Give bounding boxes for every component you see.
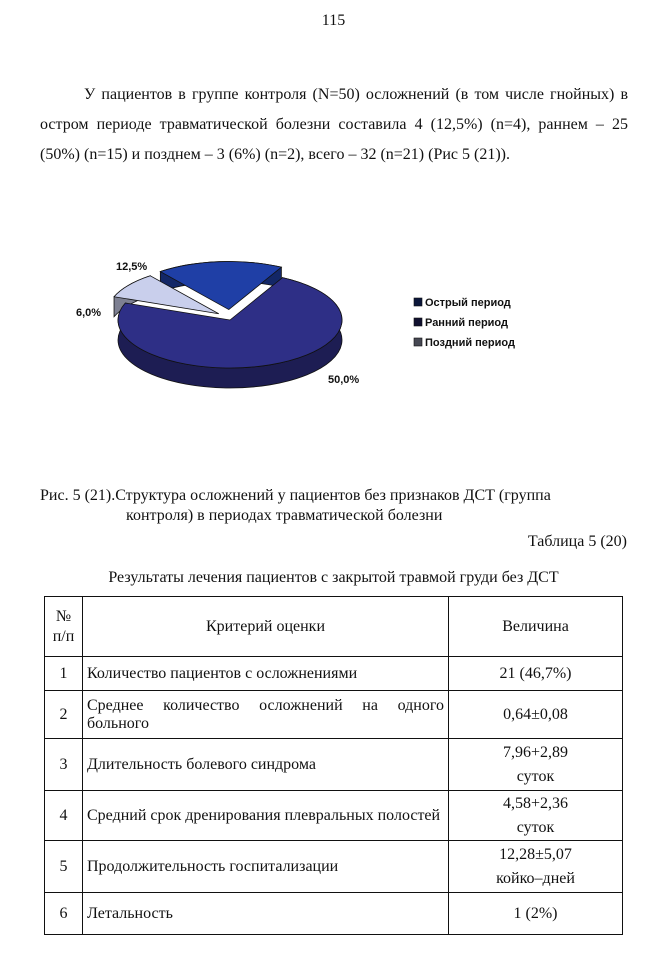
row-criterion: Средний срок дренирования плевральных полостей [83,791,449,841]
table-header-row [45,597,623,657]
pie-data-label: 6,0% [76,307,102,319]
row-criterion: Летальность [83,893,449,935]
row-value [449,841,623,893]
row-num: 3 [45,739,83,791]
row-num: 5 [45,841,83,893]
table-row [45,739,623,791]
row-value-unit: суток [516,767,555,785]
row-value-main: 0,64±0,08 [503,705,568,723]
row-value-main: 21 (46,7%) [499,664,572,682]
row-value-unit: койко–дней [496,869,575,887]
legend-entry: Ранний период [425,317,508,329]
row-value [449,893,623,935]
pie-data-label: 50,0% [328,374,360,386]
legend-swatch [414,338,422,346]
row-value-unit: суток [516,818,555,836]
table-row [45,691,623,739]
row-num: 6 [45,893,83,935]
body-paragraph: У пациентов в группе контроля (N=50) осложнений (в том числе гнойных) в остром периоде травматической болезни составила 4 (12,5%) (n=4), раннем – 25 (50%) (n=15) и позднем – 3 (6%) (n=2), всего – 32 (n=21) (Рис 5 (21)). [40,86,628,163]
row-value-main: 12,28±5,07 [499,845,572,863]
table-row [45,893,623,935]
table-title: Результаты лечения пациентов с закрытой травмой груди без ДСТ [108,569,559,586]
legend-entry: Острый период [425,297,511,309]
legend-swatch [414,298,422,306]
header-value: Величина [449,597,623,657]
pie-data-label: 12,5% [116,261,148,273]
pie-chart [60,250,580,400]
figure-caption [40,486,628,526]
row-num: 2 [45,691,83,739]
legend-entry: Поздний период [425,337,515,349]
row-value-main: 4,58+2,36 [502,794,569,812]
header-criterion: Критерий оценки [83,597,449,657]
row-num: 1 [45,657,83,691]
row-value [449,691,623,739]
row-value-main: 1 (2%) [513,904,558,922]
table-label: Таблица 5 (20) [527,533,627,550]
table-row [45,791,623,841]
row-value [449,791,623,841]
page-number: 115 [321,12,346,29]
figure-caption-line2: контроля) в периодах травматической болезни [126,507,443,524]
row-criterion: Длительность болевого синдрома [83,739,449,791]
row-criterion: Продолжительность госпитализации [83,841,449,893]
row-criterion: Среднее количество осложнений на одного больного [83,691,449,739]
table-row [45,841,623,893]
row-value [449,657,623,691]
row-value-main: 7,96+2,89 [502,743,569,761]
row-num: 4 [45,791,83,841]
row-value [449,739,623,791]
table-row [45,657,623,691]
results-table [44,596,623,935]
figure-caption-line1: Рис. 5 (21).Структура осложнений у пациентов без признаков ДСТ (группа [40,487,551,504]
header-num: № п/п [45,597,83,657]
legend-swatch [414,318,422,326]
row-criterion: Количество пациентов с осложнениями [83,657,449,691]
